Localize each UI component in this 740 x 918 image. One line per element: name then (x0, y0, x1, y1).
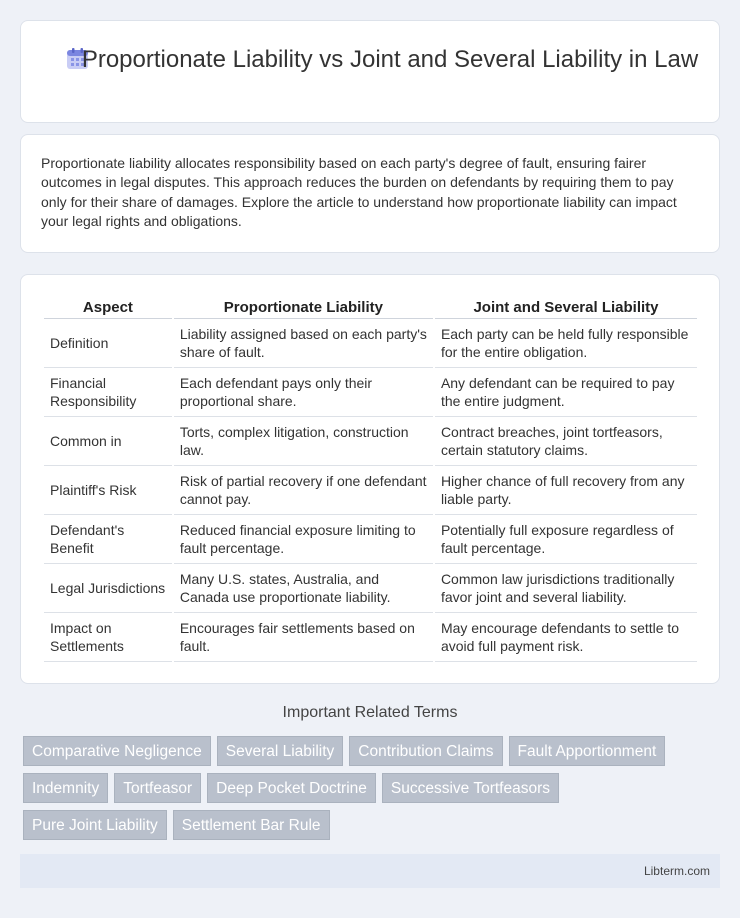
header-card (20, 20, 720, 123)
row-aspect: Defendant's Benefit (44, 515, 172, 564)
row-proportionate: Encourages fair settlements based on fault. (174, 613, 433, 662)
related-terms-title: Important Related Terms (282, 704, 458, 721)
table-header-row (44, 295, 697, 319)
header-aspect: Aspect (44, 295, 172, 319)
row-proportionate: Reduced financial exposure limiting to fault percentage. (174, 515, 433, 564)
table-row (44, 515, 697, 564)
row-joint-several: Potentially full exposure regardless of fault percentage. (435, 515, 697, 564)
row-proportionate: Liability assigned based on each party's share of fault. (174, 319, 433, 368)
table-row (44, 368, 697, 417)
row-joint-several: Common law jurisdictions traditionally favor joint and several liability. (435, 564, 697, 613)
footer (20, 854, 720, 888)
row-joint-several: May encourage defendants to settle to avoid full payment risk. (435, 613, 697, 662)
tag-fault-apportionment[interactable]: Fault Apportionment (509, 736, 666, 766)
table-row (44, 319, 697, 368)
table-row (44, 417, 697, 466)
table-row (44, 613, 697, 662)
intro-text: Proportionate liability allocates responsibility based on each party's degree of fault, ensuring fairer outcomes in legal disputes. This approach reduces the burden on defendants by requiring them to pay only for their share of damages. Explore the article to understand how proportionate liability can impact your legal rights and obligations. (41, 155, 677, 229)
related-terms (23, 736, 713, 847)
row-aspect: Common in (44, 417, 172, 466)
row-proportionate: Many U.S. states, Australia, and Canada use proportionate liability. (174, 564, 433, 613)
row-aspect: Plaintiff's Risk (44, 466, 172, 515)
page-title: Proportionate Liability vs Joint and Several Liability in Law (81, 46, 699, 73)
tag-contribution-claims[interactable]: Contribution Claims (349, 736, 502, 766)
tag-deep-pocket-doctrine[interactable]: Deep Pocket Doctrine (207, 773, 376, 803)
row-aspect: Legal Jurisdictions (44, 564, 172, 613)
row-joint-several: Any defendant can be required to pay the entire judgment. (435, 368, 697, 417)
row-proportionate: Each defendant pays only their proportional share. (174, 368, 433, 417)
row-joint-several: Contract breaches, joint tortfeasors, certain statutory claims. (435, 417, 697, 466)
tag-several-liability[interactable]: Several Liability (217, 736, 344, 766)
tag-pure-joint-liability[interactable]: Pure Joint Liability (23, 810, 167, 840)
tag-successive-tortfeasors[interactable]: Successive Tortfeasors (382, 773, 559, 803)
tag-indemnity[interactable]: Indemnity (23, 773, 108, 803)
row-aspect: Definition (44, 319, 172, 368)
header-proportionate: Proportionate Liability (174, 295, 433, 319)
header-joint-several: Joint and Several Liability (435, 295, 697, 319)
tag-settlement-bar-rule[interactable]: Settlement Bar Rule (173, 810, 330, 840)
table-row (44, 564, 697, 613)
row-proportionate: Torts, complex litigation, construction law. (174, 417, 433, 466)
row-aspect: Financial Responsibility (44, 368, 172, 417)
comparison-table-card (20, 274, 720, 684)
tag-row (23, 736, 713, 766)
tag-comparative-negligence[interactable]: Comparative Negligence (23, 736, 211, 766)
tag-row (23, 773, 713, 803)
row-joint-several: Higher chance of full recovery from any liable party. (435, 466, 697, 515)
row-proportionate: Risk of partial recovery if one defendant cannot pay. (174, 466, 433, 515)
intro-card (20, 134, 720, 253)
tag-tortfeasor[interactable]: Tortfeasor (114, 773, 201, 803)
footer-site-link[interactable]: Libterm.com (643, 864, 710, 878)
row-aspect: Impact on Settlements (44, 613, 172, 662)
table-row (44, 466, 697, 515)
comparison-table (42, 295, 699, 662)
row-joint-several: Each party can be held fully responsible for the entire obligation. (435, 319, 697, 368)
tag-row (23, 810, 713, 840)
